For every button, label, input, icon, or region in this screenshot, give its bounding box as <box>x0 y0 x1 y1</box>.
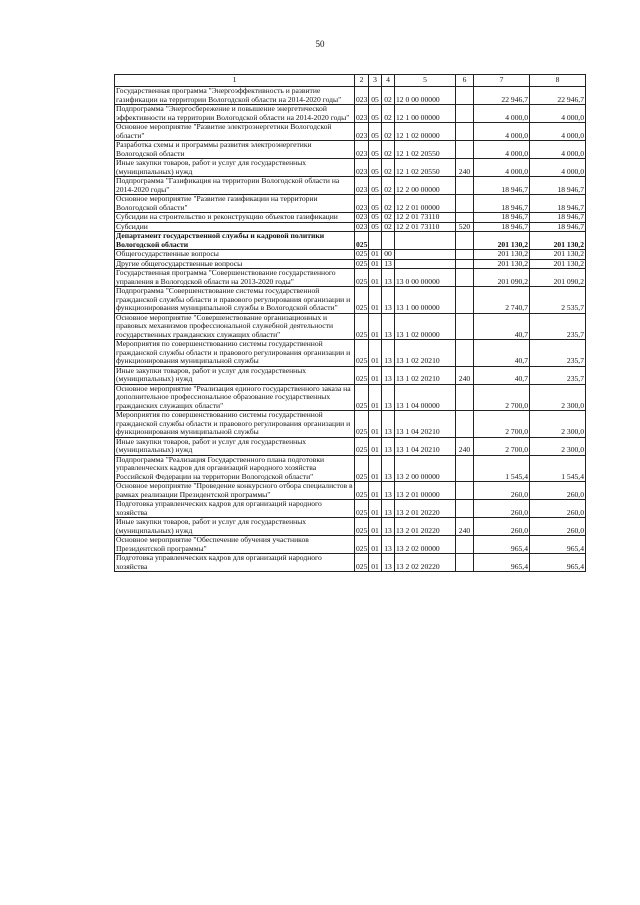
section-code-cell <box>369 232 382 250</box>
row-name-cell: Субсидии на строительство и реконструкцию объектов газификации <box>115 213 355 223</box>
grbs-code-cell: 023 <box>355 195 369 213</box>
amount-year2-cell: 260,0 <box>530 500 586 518</box>
table-row <box>115 87 586 105</box>
section-code-cell: 05 <box>369 222 382 232</box>
grbs-code-cell: 025 <box>355 437 369 455</box>
subsection-code-cell: 13 <box>382 259 395 269</box>
section-code-cell: 01 <box>369 366 382 384</box>
expense-type-cell <box>456 259 474 269</box>
expense-type-cell <box>456 250 474 260</box>
grbs-code-cell: 025 <box>355 536 369 554</box>
subsection-code-cell: 13 <box>382 340 395 367</box>
amount-year2-cell: 4 000,0 <box>530 159 586 177</box>
amount-year1-cell: 18 946,7 <box>474 195 530 213</box>
expense-type-cell <box>456 384 474 411</box>
amount-year2-cell: 235,7 <box>530 340 586 367</box>
amount-year1-cell: 2 700,0 <box>474 437 530 455</box>
amount-year2-cell: 2 535,7 <box>530 287 586 314</box>
amount-year1-cell: 1 545,4 <box>474 455 530 482</box>
grbs-code-cell: 025 <box>355 269 369 287</box>
subsection-code-cell: 02 <box>382 87 395 105</box>
grbs-code-cell: 023 <box>355 177 369 195</box>
target-article-cell <box>395 232 456 250</box>
grbs-code-cell: 023 <box>355 87 369 105</box>
section-code-cell: 05 <box>369 213 382 223</box>
row-name-cell: Иные закупки товаров, работ и услуг для государственных (муниципальных) нужд <box>115 366 355 384</box>
table-row <box>115 250 586 260</box>
subsection-code-cell: 02 <box>382 105 395 123</box>
expense-type-cell <box>456 340 474 367</box>
target-article-cell <box>395 250 456 260</box>
subsection-code-cell: 02 <box>382 123 395 141</box>
target-article-cell <box>395 259 456 269</box>
amount-year2-cell: 2 300,0 <box>530 411 586 438</box>
table-row <box>115 123 586 141</box>
row-name-cell: Подготовка управленческих кадров для организаций народного хозяйства <box>115 500 355 518</box>
subsection-code-cell: 13 <box>382 482 395 500</box>
expense-type-cell <box>456 87 474 105</box>
subsection-code-cell: 02 <box>382 195 395 213</box>
subsection-code-cell: 13 <box>382 287 395 314</box>
section-code-cell: 01 <box>369 482 382 500</box>
amount-year1-cell: 18 946,7 <box>474 213 530 223</box>
expense-type-cell: 240 <box>456 518 474 536</box>
amount-year1-cell: 201 090,2 <box>474 269 530 287</box>
table-header-row <box>115 75 586 87</box>
row-name-cell: Общегосударственные вопросы <box>115 250 355 260</box>
row-name-cell: Подпрограмма "Совершенствование системы государственной гражданской службы области и правового регулирования организации и функционирования муниципальной службы в Вологодской области" <box>115 287 355 314</box>
header-cell: 1 <box>115 75 355 87</box>
amount-year1-cell: 201 130,2 <box>474 259 530 269</box>
amount-year2-cell: 201 130,2 <box>530 232 586 250</box>
subsection-code-cell: 13 <box>382 500 395 518</box>
expense-type-cell <box>456 195 474 213</box>
table-body <box>115 87 586 572</box>
subsection-code-cell: 13 <box>382 366 395 384</box>
page-number: 50 <box>315 39 325 49</box>
target-article-cell: 12 0 00 00000 <box>395 87 456 105</box>
target-article-cell: 12 1 00 00000 <box>395 105 456 123</box>
section-code-cell: 01 <box>369 411 382 438</box>
table-row <box>115 518 586 536</box>
target-article-cell: 13 2 01 20220 <box>395 518 456 536</box>
target-article-cell: 13 2 00 00000 <box>395 455 456 482</box>
grbs-code-cell: 025 <box>355 384 369 411</box>
grbs-code-cell: 025 <box>355 500 369 518</box>
subsection-code-cell: 00 <box>382 250 395 260</box>
subsection-code-cell: 13 <box>382 536 395 554</box>
amount-year1-cell: 22 946,7 <box>474 87 530 105</box>
row-name-cell: Департамент государственной службы и кадровой политики Вологодской области <box>115 232 355 250</box>
target-article-cell: 12 1 02 20550 <box>395 141 456 159</box>
target-article-cell: 13 1 00 00000 <box>395 287 456 314</box>
header-cell: 5 <box>395 75 456 87</box>
expense-type-cell: 240 <box>456 159 474 177</box>
target-article-cell: 13 1 02 20210 <box>395 340 456 367</box>
grbs-code-cell: 025 <box>355 287 369 314</box>
table-row <box>115 500 586 518</box>
amount-year2-cell: 2 300,0 <box>530 384 586 411</box>
expense-type-cell: 520 <box>456 222 474 232</box>
amount-year2-cell: 201 130,2 <box>530 259 586 269</box>
table-row <box>115 437 586 455</box>
row-name-cell: Основное мероприятие "Совершенствование организационных и правовых механизмов профессиональной служебной деятельности государственных гражданских служащих области" <box>115 313 355 340</box>
amount-year1-cell: 260,0 <box>474 500 530 518</box>
section-code-cell: 01 <box>369 518 382 536</box>
section-code-cell: 01 <box>369 554 382 572</box>
subsection-code-cell: 13 <box>382 384 395 411</box>
table-row <box>115 536 586 554</box>
row-name-cell: Подготовка управленческих кадров для организаций народного хозяйства <box>115 554 355 572</box>
target-article-cell: 12 2 01 73110 <box>395 222 456 232</box>
grbs-code-cell: 025 <box>355 518 369 536</box>
amount-year1-cell: 40,7 <box>474 313 530 340</box>
grbs-code-cell: 023 <box>355 105 369 123</box>
amount-year1-cell: 4 000,0 <box>474 159 530 177</box>
target-article-cell: 13 1 02 20210 <box>395 366 456 384</box>
row-name-cell: Мероприятия по совершенствованию системы государственной гражданской службы области и правового регулирования организации и функционирования муниципальной службы <box>115 340 355 367</box>
subsection-code-cell: 13 <box>382 313 395 340</box>
row-name-cell: Основное мероприятие "Обеспечение обучения участников Президентской программы" <box>115 536 355 554</box>
amount-year2-cell: 4 000,0 <box>530 141 586 159</box>
table-row <box>115 384 586 411</box>
section-code-cell: 01 <box>369 313 382 340</box>
header-cell: 2 <box>355 75 369 87</box>
grbs-code-cell: 023 <box>355 159 369 177</box>
table-row <box>115 105 586 123</box>
grbs-code-cell: 025 <box>355 366 369 384</box>
amount-year2-cell: 18 946,7 <box>530 195 586 213</box>
row-name-cell: Государственная программа "Энергоэффективность и развитие газификации на территории Вологодской области на 2014-2020 годы" <box>115 87 355 105</box>
subsection-code-cell: 02 <box>382 159 395 177</box>
target-article-cell: 13 2 02 20220 <box>395 554 456 572</box>
amount-year2-cell: 201 090,2 <box>530 269 586 287</box>
row-name-cell: Основное мероприятие "Развитие электроэнергетики Вологодской области" <box>115 123 355 141</box>
expense-type-cell <box>456 141 474 159</box>
subsection-code-cell: 13 <box>382 437 395 455</box>
expense-type-cell <box>456 123 474 141</box>
section-code-cell: 05 <box>369 159 382 177</box>
target-article-cell: 13 0 00 00000 <box>395 269 456 287</box>
table-row <box>115 313 586 340</box>
expense-type-cell: 240 <box>456 366 474 384</box>
row-name-cell: Подпрограмма "Реализация Государственного плана подготовки управленческих кадров для организаций народного хозяйства Российской Федерации на территории Вологодской области" <box>115 455 355 482</box>
grbs-code-cell: 025 <box>356 258 368 268</box>
grbs-code-cell: 023 <box>356 221 368 231</box>
header-cell: 4 <box>382 75 395 87</box>
expense-type-cell <box>456 482 474 500</box>
amount-year1-cell: 2 700,0 <box>474 411 530 438</box>
row-name-cell: Иные закупки товаров, работ и услуг для государственных (муниципальных) нужд <box>115 159 355 177</box>
row-name-cell: Основное мероприятие "Реализация единого государственного заказа на дополнительное профессиональное образование государственных гражданских служащих области" <box>115 384 355 411</box>
amount-year1-cell: 965,4 <box>474 536 530 554</box>
amount-year1-cell: 40,7 <box>474 366 530 384</box>
amount-year2-cell: 201 130,2 <box>530 250 586 260</box>
header-cell: 3 <box>369 75 382 87</box>
amount-year1-cell: 260,0 <box>474 518 530 536</box>
section-code-cell: 01 <box>369 455 382 482</box>
grbs-code-cell: 025 <box>355 313 369 340</box>
amount-year2-cell: 18 946,7 <box>530 213 586 223</box>
section-code-cell: 05 <box>369 105 382 123</box>
amount-year2-cell: 18 946,7 <box>530 222 586 232</box>
subsection-code-cell: 13 <box>382 411 395 438</box>
row-name-cell: Иные закупки товаров, работ и услуг для государственных (муниципальных) нужд <box>115 437 355 455</box>
amount-year2-cell: 260,0 <box>530 518 586 536</box>
budget-table <box>114 74 586 572</box>
section-code-cell: 01 <box>369 259 382 269</box>
section-code-cell: 01 <box>369 536 382 554</box>
grbs-code-cell: 025 <box>355 482 369 500</box>
section-code-cell: 01 <box>369 437 382 455</box>
amount-year1-cell: 18 946,7 <box>474 222 530 232</box>
expense-type-cell <box>456 536 474 554</box>
expense-type-cell <box>456 313 474 340</box>
table-row <box>115 269 586 287</box>
table-row <box>115 141 586 159</box>
table-row <box>115 455 586 482</box>
expense-type-cell <box>456 554 474 572</box>
table-row <box>115 213 586 223</box>
grbs-code-cell: 025 <box>355 411 369 438</box>
row-name-cell: Разработка схемы и программы развития электроэнергетики Вологодской области <box>115 141 355 159</box>
amount-year1-cell: 4 000,0 <box>474 123 530 141</box>
expense-type-cell <box>456 177 474 195</box>
table-row <box>115 177 586 195</box>
amount-year2-cell: 2 300,0 <box>530 437 586 455</box>
row-name-cell: Другие общегосударственные вопросы <box>115 259 355 269</box>
row-name-cell: Государственная программа "Совершенствование государственного управления в Вологодской области на 2013-2020 годы" <box>115 269 355 287</box>
row-name-cell: Основное мероприятие "Развитие газификации на территории Вологодской области" <box>115 195 355 213</box>
section-code-cell: 01 <box>369 269 382 287</box>
row-name-cell: Подпрограмма "Газификация на территории Вологодской области на 2014-2020 годы" <box>115 177 355 195</box>
subsection-code-cell: 13 <box>382 455 395 482</box>
expense-type-cell <box>456 213 474 223</box>
table-row <box>115 340 586 367</box>
table-row <box>115 411 586 438</box>
amount-year1-cell: 260,0 <box>474 482 530 500</box>
amount-year1-cell: 4 000,0 <box>474 105 530 123</box>
subsection-code-cell: 02 <box>382 177 395 195</box>
section-code-cell: 01 <box>369 250 382 260</box>
amount-year1-cell: 40,7 <box>474 340 530 367</box>
amount-year2-cell: 260,0 <box>530 482 586 500</box>
table-row <box>115 482 586 500</box>
expense-type-cell <box>456 287 474 314</box>
section-code-cell: 01 <box>369 287 382 314</box>
amount-year1-cell: 18 946,7 <box>474 177 530 195</box>
target-article-cell: 12 2 01 00000 <box>395 195 456 213</box>
grbs-code-cell: 025 <box>355 554 369 572</box>
expense-type-cell <box>456 269 474 287</box>
amount-year1-cell: 965,4 <box>474 554 530 572</box>
target-article-cell: 13 1 04 20210 <box>395 437 456 455</box>
section-code-cell: 05 <box>369 87 382 105</box>
target-article-cell: 13 1 04 00000 <box>395 384 456 411</box>
amount-year1-cell: 201 130,2 <box>474 250 530 260</box>
section-code-cell: 05 <box>369 195 382 213</box>
target-article-cell: 12 1 02 00000 <box>395 123 456 141</box>
expense-type-cell: 240 <box>456 437 474 455</box>
subsection-code-cell <box>382 232 395 250</box>
section-code-cell: 05 <box>369 123 382 141</box>
target-article-cell: 13 2 02 00000 <box>395 536 456 554</box>
expense-type-cell <box>456 411 474 438</box>
amount-year2-cell: 1 545,4 <box>530 455 586 482</box>
target-article-cell: 13 2 01 20220 <box>395 500 456 518</box>
amount-year2-cell: 235,7 <box>530 366 586 384</box>
target-article-cell: 13 1 02 00000 <box>395 313 456 340</box>
row-name-cell: Основное мероприятие "Проведение конкурсного отбора специалистов в рамках реализации Президентской программы" <box>116 481 353 499</box>
header-cell: 7 <box>474 75 530 87</box>
expense-type-cell <box>456 500 474 518</box>
amount-year2-cell: 4 000,0 <box>530 105 586 123</box>
grbs-code-cell: 025 <box>355 340 369 367</box>
amount-year2-cell: 4 000,0 <box>530 123 586 141</box>
grbs-code-cell: 023 <box>355 141 369 159</box>
section-code-cell: 01 <box>369 500 382 518</box>
expense-type-cell <box>456 232 474 250</box>
grbs-code-cell: 025 <box>356 249 368 258</box>
subsection-code-cell: 13 <box>382 554 395 572</box>
subsection-code-cell: 02 <box>382 222 395 232</box>
amount-year2-cell: 235,7 <box>530 313 586 340</box>
subsection-code-cell: 13 <box>382 518 395 536</box>
header-cell: 8 <box>530 75 586 87</box>
section-code-cell: 05 <box>369 141 382 159</box>
table-row <box>115 159 586 177</box>
section-code-cell: 01 <box>369 384 382 411</box>
amount-year1-cell: 2 700,0 <box>474 384 530 411</box>
grbs-code-cell: 025 <box>355 232 369 250</box>
table-row <box>115 232 586 250</box>
table-row <box>115 287 586 314</box>
target-article-cell: 12 2 01 73110 <box>395 213 456 223</box>
subsection-code-cell: 02 <box>382 213 395 223</box>
amount-year2-cell: 965,4 <box>530 554 586 572</box>
grbs-code-cell: 023 <box>356 212 368 221</box>
target-article-cell: 12 1 02 20550 <box>395 159 456 177</box>
target-article-cell: 13 1 04 20210 <box>395 411 456 438</box>
header-cell: 6 <box>456 75 474 87</box>
row-name-cell: Подпрограмма "Энергосбережение и повышение энергетической эффективности на территории Вологодской области на 2014-2020 годы" <box>115 105 355 123</box>
grbs-code-cell: 025 <box>355 455 369 482</box>
subsection-code-cell: 13 <box>382 269 395 287</box>
amount-year1-cell: 201 130,2 <box>474 232 530 250</box>
amount-year1-cell: 2 740,7 <box>474 287 530 314</box>
row-name-cell: Субсидии <box>115 222 355 232</box>
section-code-cell: 05 <box>369 177 382 195</box>
target-article-cell: 13 2 01 00000 <box>395 482 456 500</box>
target-article-cell: 12 2 00 00000 <box>395 177 456 195</box>
table-row <box>115 195 586 213</box>
table-row <box>115 366 586 384</box>
table-row <box>115 554 586 572</box>
amount-year1-cell: 4 000,0 <box>474 141 530 159</box>
section-code-cell: 01 <box>369 340 382 367</box>
amount-year2-cell: 22 946,7 <box>530 87 586 105</box>
row-name-cell: Иные закупки товаров, работ и услуг для государственных (муниципальных) нужд <box>115 518 355 536</box>
amount-year2-cell: 18 946,7 <box>530 177 586 195</box>
row-name-cell: Мероприятия по совершенствованию системы государственной гражданской службы области и правового регулирования организации и функционирования муниципальной службы <box>115 411 355 438</box>
amount-year2-cell: 965,4 <box>530 536 586 554</box>
expense-type-cell <box>456 105 474 123</box>
grbs-code-cell: 023 <box>355 123 369 141</box>
expense-type-cell <box>456 455 474 482</box>
subsection-code-cell: 02 <box>382 141 395 159</box>
